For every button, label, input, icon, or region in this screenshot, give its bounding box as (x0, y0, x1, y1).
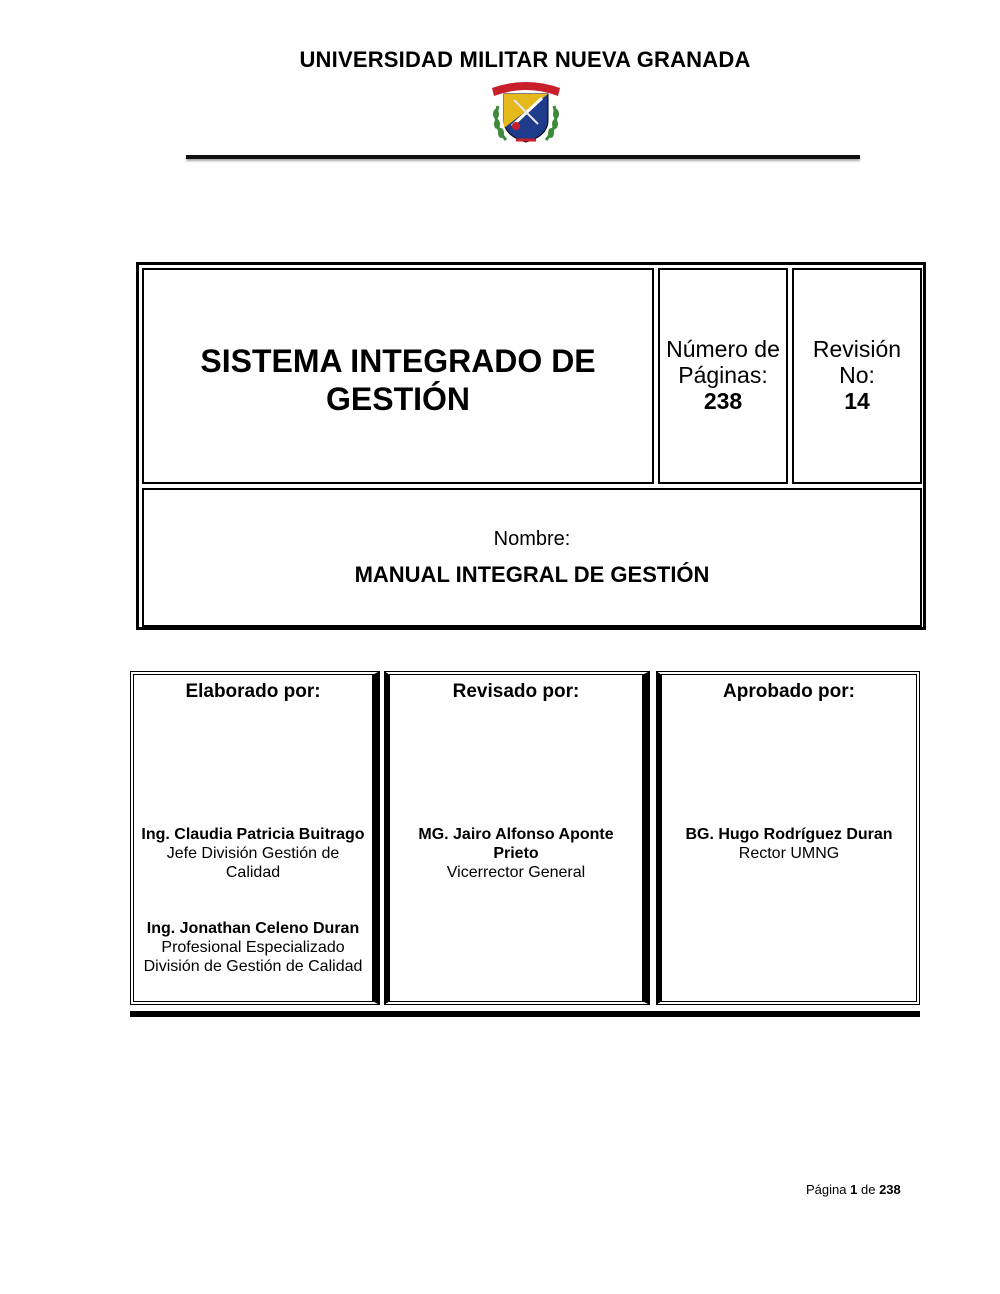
elaborado-person1 (134, 825, 372, 882)
page-number-footer (806, 1182, 901, 1197)
aprobado-heading: Aprobado por: (723, 681, 855, 702)
page-count-cell (658, 268, 788, 484)
page-count-label-line1: Número de (666, 336, 780, 362)
elaborado-person1-role-line2: Calidad (225, 864, 281, 881)
elaborado-person2-role-line1: Profesional Especializado (161, 939, 345, 956)
revisado-column (384, 671, 650, 1005)
document-name-label: Nombre: (493, 528, 571, 550)
university-title: UNIVERSIDAD MILITAR NUEVA GRANADA (299, 47, 751, 72)
revisado-person (390, 825, 642, 882)
aprobado-name: BG. Hugo Rodríguez Duran (685, 826, 893, 843)
page-current: 1 (850, 1182, 858, 1197)
page-word: Página (806, 1182, 847, 1197)
revisado-role: Vicerrector General (446, 864, 586, 881)
revisado-name-line1: MG. Jairo Alfonso Aponte (418, 826, 614, 843)
document-name-value: MANUAL INTEGRAL DE GESTIÓN (354, 562, 710, 587)
revision-label-line1: Revisión (812, 336, 902, 362)
revision-cell (792, 268, 922, 484)
page-total: 238 (879, 1182, 901, 1197)
elaborado-heading: Elaborado por: (185, 681, 321, 702)
aprobado-column (656, 671, 920, 1005)
elaborado-person1-role-line1: Jefe División Gestión de (166, 845, 340, 862)
page-count-label-line2: Páginas: (678, 362, 768, 388)
system-title (144, 342, 652, 418)
document-name-cell (142, 488, 922, 627)
revision-label-line2: No: (839, 362, 875, 388)
elaborado-person2-role-line2: División de Gestión de Calidad (143, 958, 363, 975)
aprobado-role: Rector UMNG (738, 845, 840, 862)
system-title-cell (142, 268, 654, 484)
document-title-table (136, 262, 926, 630)
revisado-heading: Revisado por: (452, 681, 580, 702)
table-bottom-rule (130, 1011, 920, 1017)
university-crest-icon (486, 76, 566, 148)
system-title-line2: GESTIÓN (325, 381, 470, 417)
of-word: de (860, 1182, 876, 1197)
elaborado-person1-name: Ing. Claudia Patricia Buitrago (141, 826, 365, 843)
header-divider (186, 155, 860, 159)
elaborado-person2-name: Ing. Jonathan Celeno Duran (146, 920, 360, 937)
system-title-line1: SISTEMA INTEGRADO DE (200, 343, 596, 379)
signatures-table (130, 671, 920, 1005)
revisado-name-line2: Prieto (493, 845, 539, 862)
revision-value: 14 (844, 388, 870, 414)
aprobado-person (662, 825, 916, 863)
page-count-value: 238 (703, 388, 743, 414)
elaborado-person2 (134, 919, 372, 976)
elaborado-column (130, 671, 380, 1005)
